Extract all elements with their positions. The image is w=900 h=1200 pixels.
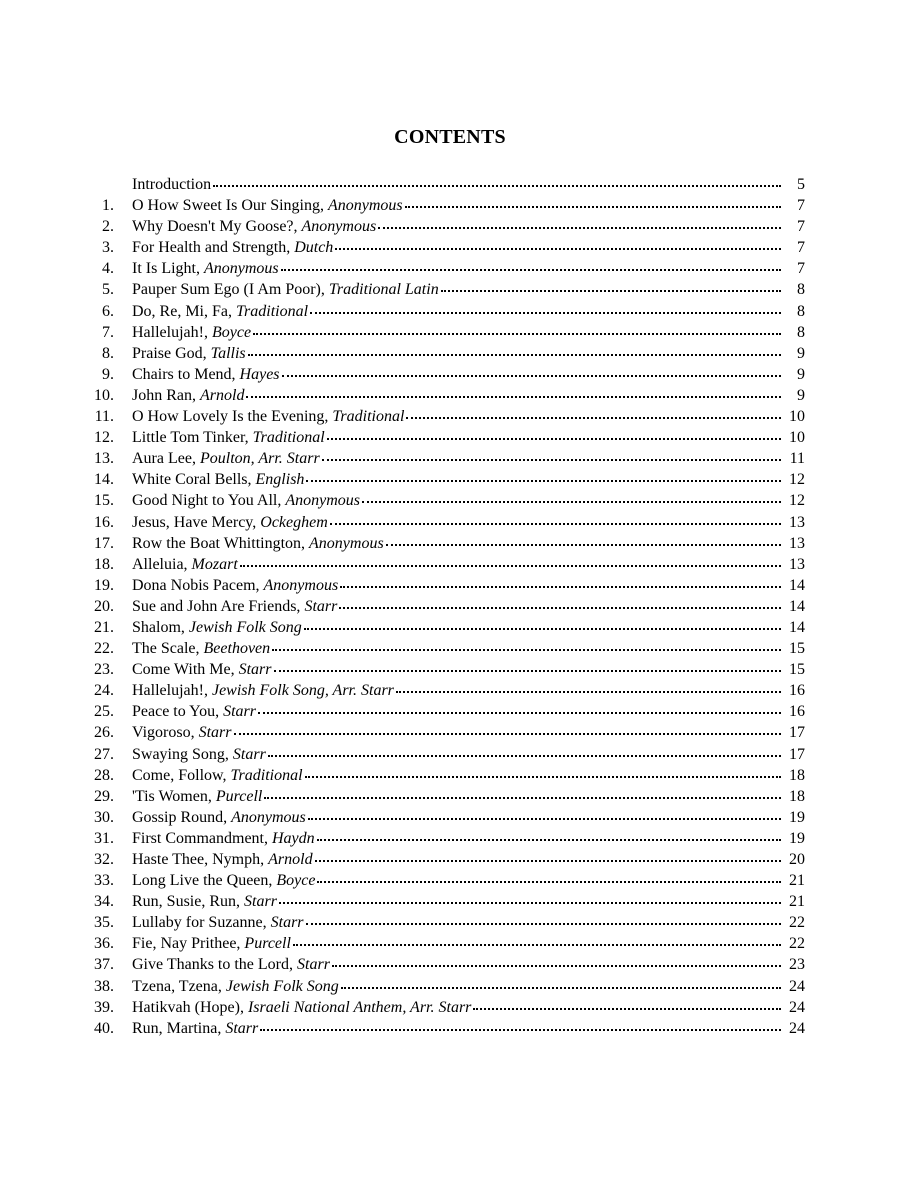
entry-number: 6.: [102, 302, 114, 320]
entry-number: 36.: [94, 935, 114, 953]
toc-entry: [80, 617, 805, 638]
entry-page-number: 10: [789, 429, 805, 447]
entry-text: [132, 744, 266, 765]
dot-leader: [378, 217, 781, 231]
entry-title: Praise God,: [132, 344, 211, 362]
toc-entry: [80, 912, 805, 933]
entry-composer: Arnold: [200, 386, 245, 404]
dot-leader: [281, 259, 781, 273]
entry-composer: Traditional: [252, 429, 325, 447]
entry-number: 27.: [94, 745, 114, 763]
dot-leader: [362, 491, 781, 505]
entry-page-number: 7: [797, 239, 805, 257]
table-of-contents: [80, 174, 805, 1039]
entry-composer: Anonymous: [285, 492, 361, 510]
dot-leader: [386, 534, 781, 548]
entry-page-number: 14: [789, 576, 805, 594]
entry-title: Do, Re, Mi, Fa,: [132, 302, 236, 320]
entry-title: 'Tis Women,: [132, 787, 216, 805]
dot-leader: [306, 913, 781, 927]
dot-leader: [317, 829, 781, 843]
dot-leader: [332, 955, 781, 969]
entry-composer: Anonymous: [309, 534, 384, 552]
entry-composer: Arnold: [268, 851, 313, 868]
entry-text: [132, 976, 339, 997]
dot-leader: [317, 871, 781, 885]
dot-leader: [279, 892, 781, 906]
dot-leader: [315, 850, 781, 864]
entry-composer: Haydn: [272, 829, 315, 847]
entry-page-number: 18: [789, 766, 805, 784]
dot-leader: [322, 449, 781, 463]
dot-leader: [310, 302, 781, 316]
entry-number: 28.: [94, 766, 114, 784]
entry-title: Gossip Round,: [132, 808, 232, 826]
entry-page-number: 22: [789, 914, 805, 932]
entry-number: 33.: [94, 872, 114, 890]
entry-text: [132, 301, 308, 322]
toc-entry: [80, 870, 805, 891]
toc-entry: [80, 701, 805, 722]
entry-number: 10.: [94, 386, 114, 404]
entry-page-number: 21: [789, 872, 805, 890]
entry-number: 7.: [102, 323, 114, 341]
entry-title: Row the Boat Whittington,: [132, 534, 310, 552]
entry-text: [132, 680, 394, 701]
dot-leader: [441, 280, 781, 294]
toc-entry: [80, 279, 805, 300]
entry-text: [132, 427, 325, 448]
entry-text: [132, 195, 403, 216]
entry-composer: Starr: [238, 661, 272, 679]
toc-entry: [80, 680, 805, 701]
entry-composer: Mozart: [191, 555, 238, 573]
entry-page-number: 17: [789, 724, 805, 742]
entry-number: 25.: [94, 703, 114, 721]
entry-text: [132, 891, 277, 912]
entry-title: Pauper Sum Ego (I Am Poor),: [132, 281, 329, 299]
toc-entry: [80, 512, 805, 533]
toc-entry: [80, 744, 805, 765]
entry-title: It Is Light,: [132, 260, 204, 278]
entry-number: 1.: [102, 197, 114, 215]
entry-text: [132, 722, 232, 743]
entry-page-number: 8: [797, 281, 805, 299]
entry-text: [132, 279, 439, 300]
entry-title: Fie, Nay Prithee,: [132, 935, 245, 953]
entry-page-number: 9: [797, 344, 805, 362]
entry-text: [132, 807, 306, 828]
entry-title: Little Tom Tinker,: [132, 429, 253, 447]
entry-page-number: 7: [797, 197, 805, 215]
entry-number: 16.: [94, 513, 114, 531]
entry-composer: Anonymous: [301, 218, 377, 236]
entry-text: [132, 786, 262, 807]
dot-leader: [293, 934, 781, 948]
entry-title: The Scale,: [132, 640, 204, 658]
entry-number: 21.: [94, 618, 114, 636]
entry-text: [132, 174, 211, 195]
entry-page-number: 7: [797, 260, 805, 278]
entry-page-number: 20: [789, 851, 805, 868]
entry-page-number: 17: [789, 745, 805, 763]
dot-leader: [264, 787, 781, 801]
entry-number: 23.: [94, 661, 114, 679]
entry-number: 26.: [94, 724, 114, 742]
toc-entry: [80, 195, 805, 216]
entry-composer: Beethoven: [203, 640, 271, 658]
entry-composer: Jewish Folk Song: [225, 977, 339, 995]
entry-composer: Starr: [244, 893, 277, 911]
entry-title: Introduction: [132, 176, 212, 193]
toc-entry: [80, 322, 805, 343]
entry-page-number: 9: [797, 386, 805, 404]
page-title: CONTENTS: [394, 126, 506, 148]
entry-title: Jesus, Have Mercy,: [132, 513, 261, 531]
dot-leader: [246, 386, 781, 400]
entry-text: [132, 617, 302, 638]
entry-title: White Coral Bells,: [132, 471, 256, 489]
entry-page-number: 12: [789, 492, 805, 510]
dot-leader: [330, 513, 781, 527]
entry-number: 12.: [94, 429, 114, 447]
entry-number: 18.: [94, 555, 114, 573]
entry-title: Haste Thee, Nymph,: [132, 851, 269, 868]
entry-page-number: 24: [789, 998, 805, 1016]
entry-number: 31.: [94, 829, 114, 847]
entry-number: 3.: [102, 239, 114, 257]
entry-number: 22.: [94, 640, 114, 658]
entry-number: 19.: [94, 576, 114, 594]
entry-composer: Anonymous: [263, 576, 339, 594]
toc-entry: [80, 891, 805, 912]
entry-text: [132, 997, 471, 1018]
entry-page-number: 8: [797, 323, 805, 341]
entry-title: Alleluia,: [132, 555, 192, 573]
entry-composer: Ockeghem: [260, 513, 328, 531]
entry-page-number: 14: [789, 597, 805, 615]
entry-composer: Dutch: [294, 239, 334, 257]
entry-text: [132, 954, 330, 975]
dot-leader: [341, 977, 781, 991]
entry-composer: Anonymous: [231, 808, 306, 826]
entry-number: 24.: [94, 682, 114, 700]
entry-title: Come, Follow,: [132, 766, 231, 784]
entry-composer: Starr: [297, 956, 330, 974]
entry-title: For Health and Strength,: [132, 239, 295, 257]
entry-title: Good Night to You All,: [132, 492, 286, 510]
entry-title: First Commandment,: [132, 829, 272, 847]
entry-page-number: 13: [789, 513, 805, 531]
dot-leader: [268, 745, 781, 759]
toc-entry: [80, 638, 805, 659]
dot-leader: [282, 365, 781, 379]
dot-leader: [248, 344, 781, 358]
toc-entry: [80, 976, 805, 997]
entry-composer: Hayes: [239, 365, 280, 383]
toc-entry: [80, 828, 805, 849]
entry-title: Long Live the Queen,: [132, 872, 277, 890]
entry-composer: Starr: [225, 1019, 259, 1037]
toc-entry: [80, 997, 805, 1018]
entry-title: O How Lovely Is the Evening,: [132, 408, 333, 426]
toc-entry: [80, 469, 805, 490]
entry-title: Vigoroso,: [132, 724, 199, 742]
dot-leader: [213, 175, 781, 189]
entry-number: 5.: [102, 281, 114, 299]
entry-number: 30.: [94, 808, 114, 826]
entry-composer: English: [255, 471, 305, 489]
toc-entry: [80, 954, 805, 975]
entry-text: [132, 659, 272, 680]
entry-page-number: 11: [789, 450, 805, 468]
dot-leader: [272, 639, 781, 653]
entry-text: [132, 596, 337, 617]
entry-composer: Traditional: [332, 408, 405, 426]
dot-leader: [327, 428, 781, 442]
dot-leader: [240, 555, 781, 569]
dot-leader: [274, 660, 781, 674]
toc-entry: [80, 786, 805, 807]
entry-composer: Starr: [270, 914, 304, 932]
entry-title: Sue and John Are Friends,: [132, 597, 305, 615]
toc-entry: [80, 406, 805, 427]
entry-page-number: 13: [789, 555, 805, 573]
entry-number: 32.: [94, 851, 114, 868]
entry-page-number: 24: [789, 977, 805, 995]
entry-number: 39.: [94, 998, 114, 1016]
entry-composer: Tallis: [210, 344, 246, 362]
dot-leader: [406, 407, 781, 421]
toc-entry: [80, 258, 805, 279]
toc-entry: [80, 765, 805, 786]
entry-number: 34.: [94, 893, 114, 911]
entry-text: [132, 490, 360, 511]
entry-number: 11.: [94, 408, 114, 426]
entry-number: 35.: [94, 914, 114, 932]
toc-entry: [80, 575, 805, 596]
dot-leader: [308, 808, 781, 822]
entry-page-number: 8: [797, 302, 805, 320]
entry-title: Aura Lee,: [132, 450, 200, 468]
entry-text: [132, 364, 280, 385]
toc-entry: [80, 427, 805, 448]
entry-page-number: 16: [789, 703, 805, 721]
entry-page-number: 7: [797, 218, 805, 236]
entry-number: 4.: [102, 260, 114, 278]
toc-entry: [80, 216, 805, 237]
entry-number: 14.: [94, 471, 114, 489]
entry-composer: Jewish Folk Song: [188, 618, 302, 636]
entry-number: 17.: [94, 534, 114, 552]
entry-composer: Jewish Folk Song, Arr. Starr: [211, 682, 394, 700]
dot-leader: [340, 576, 781, 590]
entry-composer: Starr: [198, 724, 232, 742]
toc-entry: [80, 343, 805, 364]
dot-leader: [335, 238, 781, 252]
entry-title: Run, Susie, Run,: [132, 893, 245, 911]
entry-page-number: 15: [789, 661, 805, 679]
entry-number: 29.: [94, 787, 114, 805]
entry-composer: Israeli National Anthem, Arr. Starr: [247, 998, 472, 1016]
entry-composer: Purcell: [244, 935, 291, 953]
entry-text: [132, 849, 313, 870]
entry-page-number: 5: [797, 176, 805, 193]
entry-text: [132, 512, 328, 533]
entry-number: 2.: [102, 218, 114, 236]
entry-title: Run, Martina,: [132, 1019, 226, 1037]
dot-leader: [305, 766, 781, 780]
entry-text: [132, 258, 279, 279]
entry-text: [132, 701, 256, 722]
entry-page-number: 19: [789, 829, 805, 847]
toc-entry: [80, 174, 805, 195]
entry-title: Chairs to Mend,: [132, 365, 240, 383]
toc-entry: [80, 533, 805, 554]
entry-page-number: 10: [789, 408, 805, 426]
entry-page-number: 21: [789, 893, 805, 911]
entry-title: Hatikvah (Hope),: [132, 998, 248, 1016]
entry-composer: Poulton, Arr. Starr: [199, 450, 320, 468]
dot-leader: [234, 723, 782, 737]
entry-page-number: 12: [789, 471, 805, 489]
entry-title: Give Thanks to the Lord,: [132, 956, 298, 974]
entry-composer: Purcell: [215, 787, 263, 805]
toc-entry: [80, 1018, 805, 1039]
entry-composer: Boyce: [211, 323, 252, 341]
toc-entry: [80, 448, 805, 469]
entry-page-number: 18: [789, 787, 805, 805]
entry-composer: Anonymous: [328, 197, 403, 215]
toc-entry: [80, 364, 805, 385]
entry-composer: Starr: [223, 703, 257, 721]
toc-entry: [80, 490, 805, 511]
entry-page-number: 24: [789, 1019, 805, 1037]
entry-text: [132, 912, 304, 933]
entry-title: Dona Nobis Pacem,: [132, 576, 264, 594]
entry-title: Come With Me,: [132, 661, 239, 679]
entry-composer: Traditional Latin: [328, 281, 439, 299]
toc-entry: [80, 933, 805, 954]
toc-entry: [80, 596, 805, 617]
entry-number: 15.: [94, 492, 114, 510]
entry-title: John Ran,: [132, 386, 200, 404]
toc-entry: [80, 301, 805, 322]
entry-number: 37.: [94, 956, 114, 974]
dot-leader: [339, 597, 781, 611]
entry-composer: Traditional: [236, 302, 309, 320]
entry-number: 38.: [94, 977, 114, 995]
toc-entry: [80, 659, 805, 680]
entry-page-number: 19: [789, 808, 805, 826]
toc-entry: [80, 237, 805, 258]
entry-page-number: 22: [789, 935, 805, 953]
entry-text: [132, 765, 303, 786]
entry-number: 8.: [102, 344, 114, 362]
dot-leader: [253, 323, 781, 337]
toc-entry: [80, 554, 805, 575]
entry-page-number: 14: [789, 618, 805, 636]
entry-page-number: 23: [789, 956, 805, 974]
entry-composer: Anonymous: [204, 260, 279, 278]
entry-number: 13.: [94, 450, 114, 468]
entry-text: [132, 828, 315, 849]
entry-text: [132, 933, 291, 954]
toc-entry: [80, 385, 805, 406]
entry-composer: Starr: [232, 745, 266, 763]
dot-leader: [473, 998, 781, 1012]
toc-entry: [80, 849, 805, 870]
entry-title: Why Doesn't My Goose?,: [132, 218, 302, 236]
entry-text: [132, 575, 338, 596]
entry-text: [132, 533, 384, 554]
entry-text: [132, 322, 251, 343]
entry-text: [132, 385, 244, 406]
entry-text: [132, 469, 304, 490]
entry-text: [132, 343, 246, 364]
entry-title: Shalom,: [132, 618, 189, 636]
entry-composer: Traditional: [230, 766, 303, 784]
entry-number: 40.: [94, 1019, 114, 1037]
entry-composer: Starr: [304, 597, 338, 615]
entry-page-number: 16: [789, 682, 805, 700]
entry-text: [132, 1018, 258, 1039]
entry-title: Hallelujah!,: [132, 323, 212, 341]
dot-leader: [258, 702, 781, 716]
entry-title: Lullaby for Suzanne,: [132, 914, 271, 932]
dot-leader: [405, 196, 781, 210]
entry-text: [132, 870, 315, 891]
entry-title: Hallelujah!,: [132, 682, 212, 700]
entry-text: [132, 237, 333, 258]
entry-text: [132, 448, 320, 469]
entry-text: [132, 638, 270, 659]
entry-text: [132, 406, 404, 427]
dot-leader: [306, 470, 781, 484]
entry-number: 20.: [94, 597, 114, 615]
entry-composer: Boyce: [276, 872, 316, 890]
toc-entry: [80, 722, 805, 743]
entry-text: [132, 216, 376, 237]
entry-text: [132, 554, 238, 575]
entry-page-number: 13: [789, 534, 805, 552]
entry-page-number: 15: [789, 640, 805, 658]
entry-number: 9.: [102, 365, 114, 383]
entry-title: O How Sweet Is Our Singing,: [132, 197, 328, 215]
toc-entry: [80, 807, 805, 828]
dot-leader: [260, 1019, 781, 1033]
entry-title: Swaying Song,: [132, 745, 233, 763]
dot-leader: [304, 618, 781, 632]
dot-leader: [396, 681, 781, 695]
entry-page-number: 9: [797, 365, 805, 383]
entry-title: Peace to You,: [132, 703, 224, 721]
entry-title: Tzena, Tzena,: [132, 977, 226, 995]
